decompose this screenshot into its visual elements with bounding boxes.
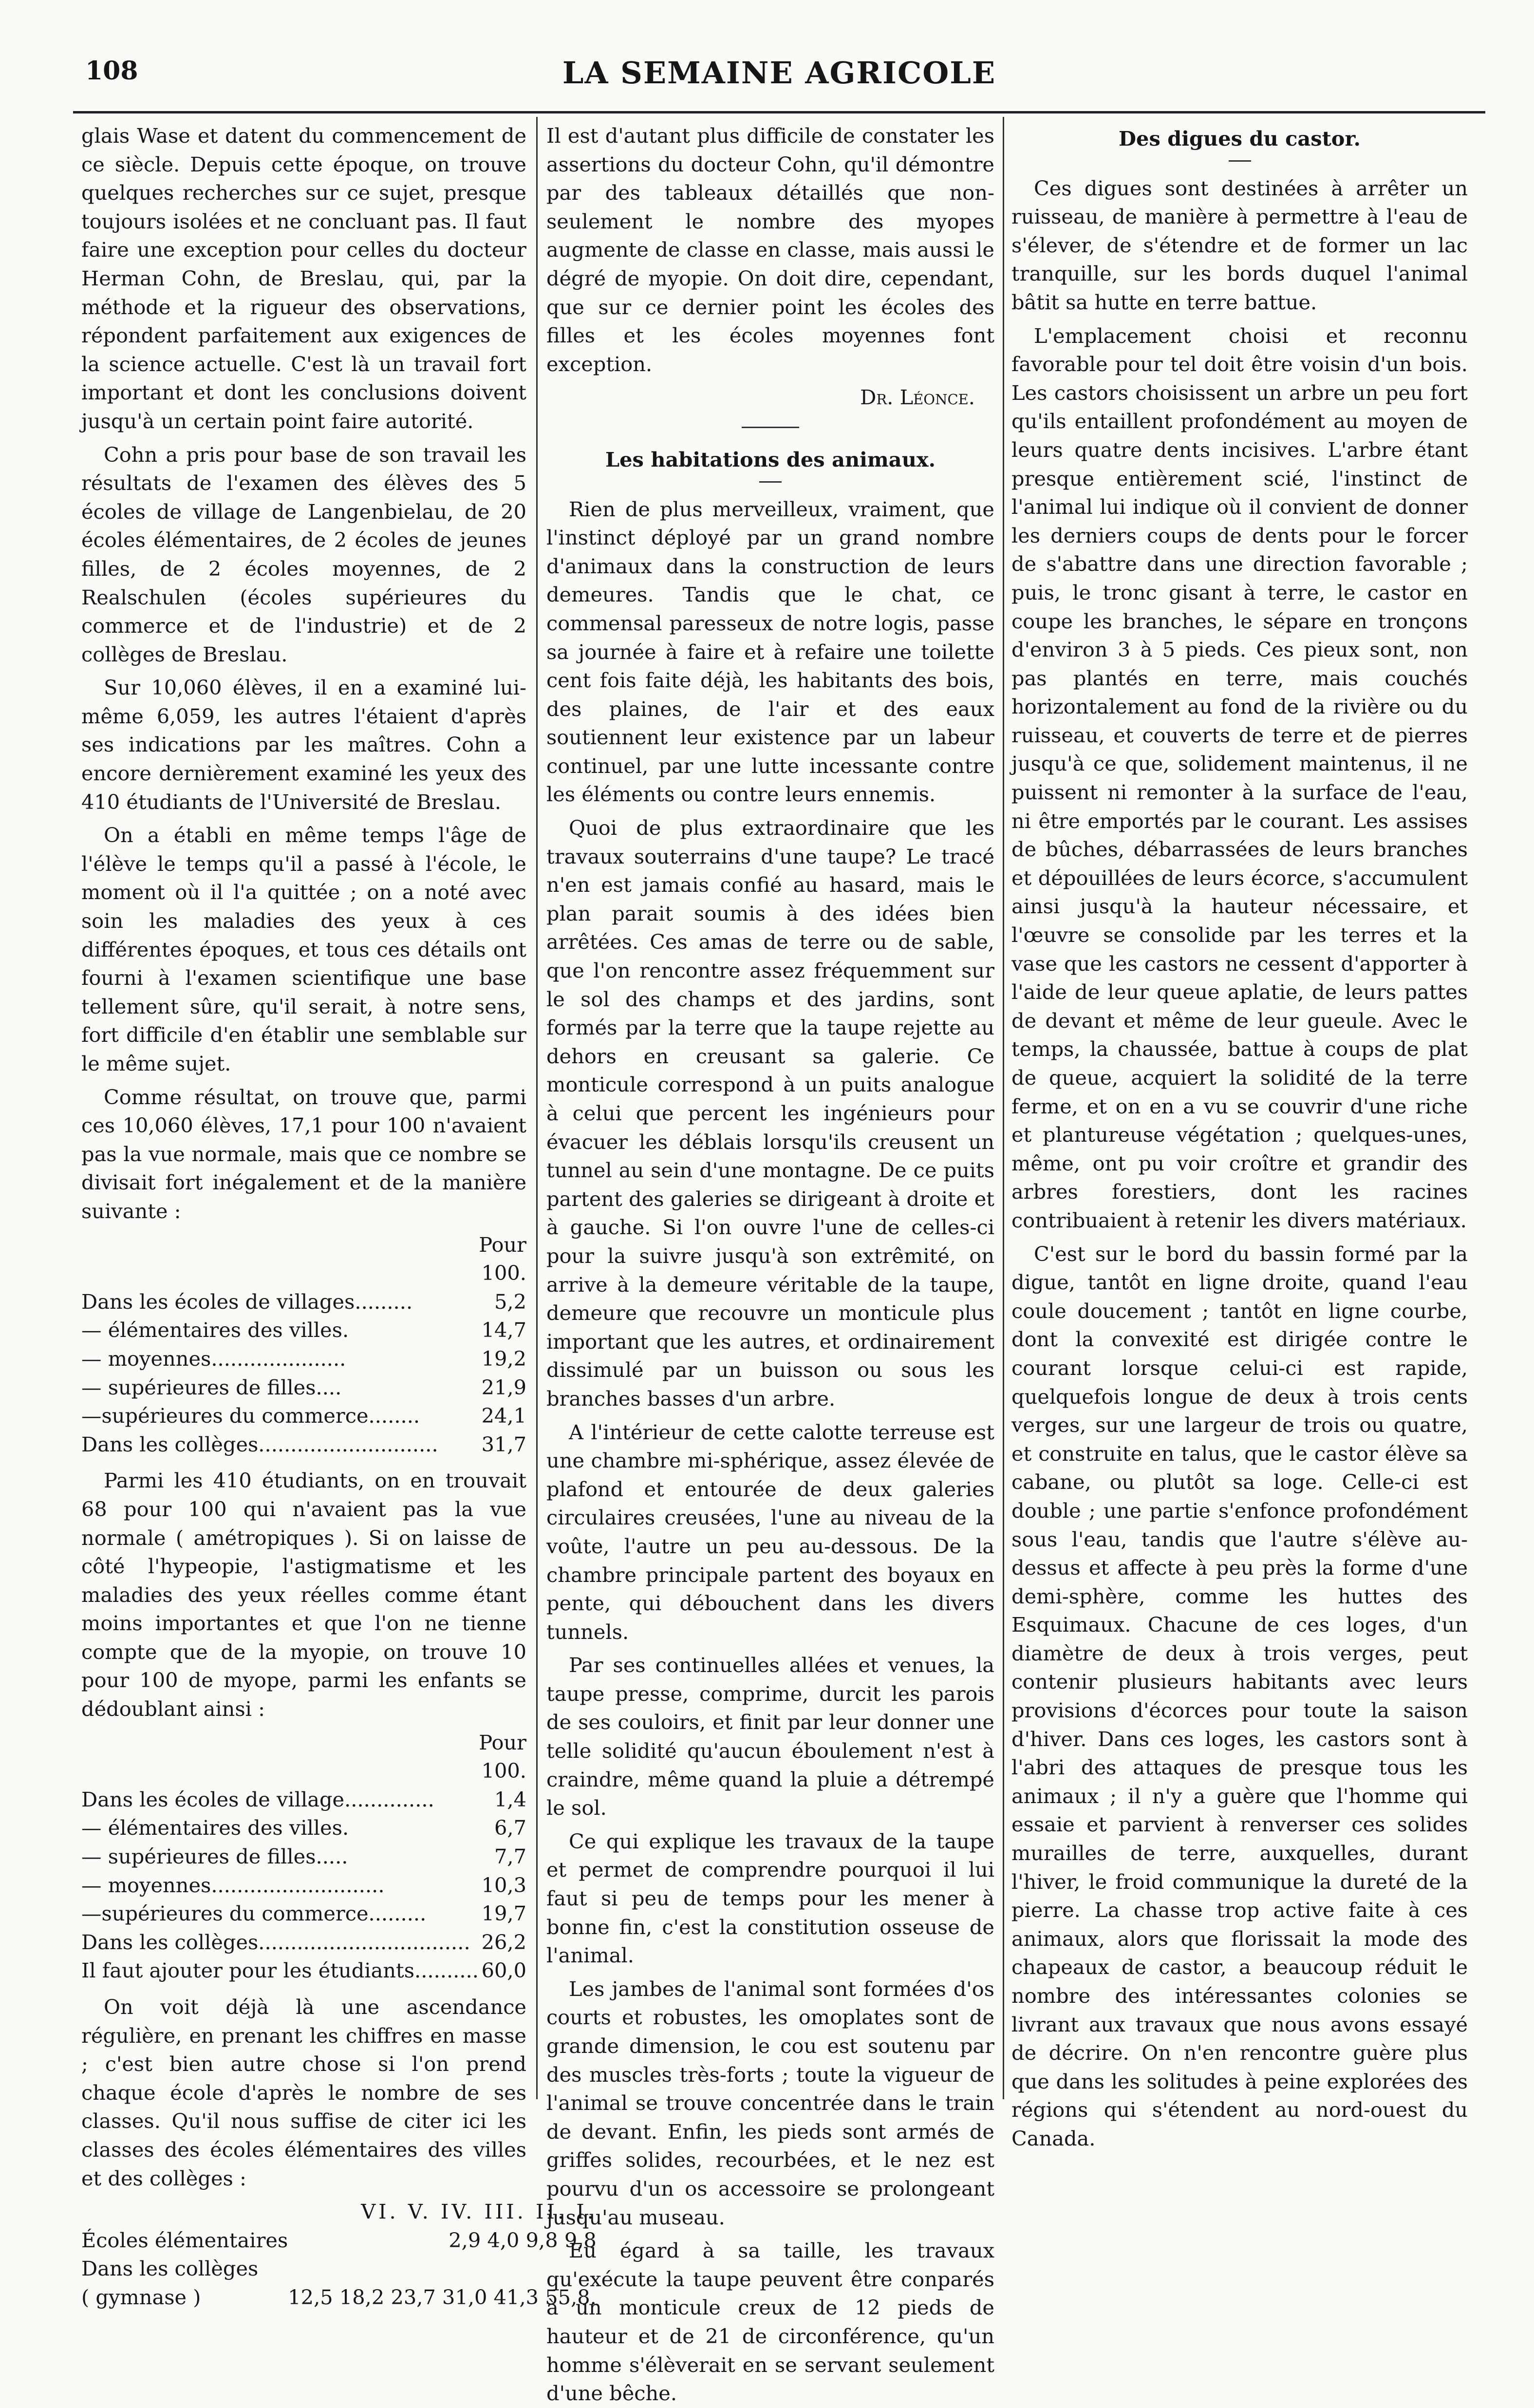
col2-paragraph: Les jambes de l'animal sont formées d'os courts et robustes, les omoplates sont de grande dimension, le cou est soutenu par des muscles très-forts ; toute la vigueur de l'animal se trouve concentrée dans le train de devant. Enfin, les pieds sont armés de griffes solides, recourbées, et le nez est pourvu d'un os accessoire se prolongeant jusqu'au museau.: [546, 1976, 994, 2229]
page-header: [73, 46, 1485, 100]
row-label: — supérieures de filles....: [81, 1375, 342, 1399]
title-dash: [759, 481, 782, 483]
row-label: Dans les collèges.................................: [81, 1930, 470, 1954]
row-value: 1,4: [494, 1787, 526, 1811]
row-label: Écoles élémentaires: [81, 2228, 288, 2252]
row-label: Dans les collèges: [81, 2257, 259, 2281]
row-value: 31,7: [481, 1432, 526, 1456]
table-row: [81, 1373, 526, 1402]
col2-paragraph: Eu égard à sa taille, les travaux qu'exécute la taupe peuvent être conparés à un monticule creux de 12 pieds de hauteur et de 21 de circonférence, qu'un homme s'élèverait en se servant seulement d'une bêche.: [546, 2239, 994, 2406]
table-row: [81, 1316, 526, 1345]
column-1: [81, 122, 597, 2309]
col1-paragraph: Cohn a pris pour base de son travail les résultats de l'examen des élèves des 5 écoles de village de Langenbielau, de 20 écoles élémentaires, de 2 écoles de jeunes filles, de 2 écoles moyennes, de 2 Realschulen (écoles supérieures du commerce et de l'industrie) et de 2 collèges de Breslau.: [81, 442, 526, 666]
row-value: 2,9 4,0 9,8 9,8: [449, 2228, 597, 2252]
col1-paragraph: glais Wase et datent du commencement de ce siècle. Depuis cette époque, on trouve quelques recherches sur ce sujet, presque toujours isolées et ne concluant pas. Il faut faire une exception pour celles du docteur Herman Cohn, de Breslau, qui, par la méthode et la rigueur des observations, répondent parfaitement aux exigences de la science actuelle. C'est là un travail fort important et dont les conclusions doivent jusqu'à un certain point faire autorité.: [81, 124, 526, 433]
col3-paragraph: L'emplacement choisi et reconnu favorable pour tel doit être voisin d'un bois. Les castors choisissent un arbre un peu fort qu'ils entaillent profondément au moyen de leurs quatre dents incisives. L'arbre étant presque entièrement scié, l'instinct de l'animal lui indique où il convient de donner les derniers coups de dents pour le forcer de s'abattre dans une direction favorable ; puis, le tronc gisant à terre, le castor en coupe les branches, le sépare en tronçons d'environ 3 à 5 pieds. Ces pieux sont, non pas plantés en terre, mais couchés horizontalement au fond de la rivière ou du ruisseau, et couverts de terre et de pierres jusqu'à ce que, solidement maintenus, il ne puissent ni remonter à la surface de l'eau, ni être emportés par le courant. Les assises de bûches, débarrassées de leurs branches et dépouillées de leurs écorce, s'accumulent ainsi jusqu'à la hauteur nécessaire, et l'œuvre se consolide par les terres et la vase que les castors ne cessent d'apporter à l'aide de leur queue aplatie, de leurs pattes de devant et même de leur gueule. Avec le temps, la chaussée, battue à coups de plat de queue, acquiert la solidité de la terre ferme, et on en a vu se couvrir d'une riche et plantureuse végétation ; quelques-unes, même, ont pu voir croître et grandir des arbres forestiers, dont les racines contribuaient à retenir les divers matériaux.: [1011, 323, 1468, 1232]
table-row: [81, 1928, 526, 1957]
author-signature: Dr. Léonce.: [860, 385, 975, 410]
table-header-row: [81, 1231, 526, 1288]
col1-paragraph: On a établi en même temps l'âge de l'élève le temps qu'il a passé à l'école, le moment où il l'a quittée ; on a noté avec soin les maladies des yeux à ces différentes époques, et tous ces détails ont fourni à l'examen scientifique une base tellement sûre, qu'il serait, à notre sens, fort difficile d'en établir une semblable sur le même sujet.: [81, 823, 526, 1075]
table-row: [81, 1402, 526, 1430]
column-divider-1: [536, 117, 538, 2099]
col3-paragraph: Ces digues sont destinées à arrêter un ruisseau, de manière à permettre à l'eau de s'élever, de s'étendre et de former un lac tranquille, sur les bords duquel l'animal bâtit sa hutte en terre battue.: [1011, 176, 1468, 314]
row-value: 6,7: [494, 1816, 526, 1840]
table-row: [81, 1871, 526, 1900]
col2-paragraph: Par ses continuelles allées et venues, la taupe presse, comprime, durcit les parois de ses couloirs, et finit par leur donner une telle solidité qu'aucun éboulement n'est à craindre, même quand la pluie a détrempé le sol.: [546, 1653, 994, 1820]
row-value: 5,2: [494, 1289, 526, 1314]
table-header: Pour 100.: [479, 1232, 526, 1285]
nonnormal-vision-table: [81, 1231, 526, 1459]
row-label: ( gymnase ): [81, 2285, 201, 2309]
classes-table: [81, 2198, 597, 2312]
row-label: — moyennes...........................: [81, 1873, 385, 1897]
row-label: Il faut ajouter pour les étudiants..........: [81, 1958, 479, 1983]
row-label: Dans les écoles de village..............: [81, 1787, 434, 1811]
row-value: 19,2: [481, 1346, 526, 1371]
table-row: [81, 2283, 597, 2312]
row-value: 19,7: [481, 1901, 526, 1926]
table-row: [81, 1345, 526, 1373]
myopia-table: [81, 1729, 526, 1985]
table-header: Pour 100.: [479, 1730, 526, 1783]
row-value: 12,5 18,2 23,7 31,0 41,3 55,8.: [288, 2285, 597, 2309]
journal-title: LA SEMAINE AGRICOLE: [562, 55, 996, 91]
row-value: 10,3: [481, 1873, 526, 1897]
col1-paragraph: Comme résultat, on trouve que, parmi ces 10,060 élèves, 17,1 pour 100 n'avaient pas la vue normale, mais que ce nombre se divisait fort inégalement et de la manière suivante :: [81, 1085, 526, 1223]
column-divider-2: [1003, 117, 1004, 2099]
header-rule: [73, 111, 1485, 113]
article-title: Des digues du castor.: [1119, 127, 1361, 150]
col1-paragraph: Sur 10,060 élèves, il en a examiné lui-même 6,059, les autres l'étaient d'après ses indications par les maîtres. Cohn a encore dernièrement examiné les yeux des 410 étudiants de l'Université de Breslau.: [81, 676, 526, 814]
row-value: 14,7: [481, 1318, 526, 1342]
table-row: [81, 1288, 526, 1317]
row-label: Dans les collèges............................: [81, 1432, 438, 1456]
page-number: 108: [85, 56, 138, 86]
col2-paragraph: Il est d'autant plus difficile de constater les assertions du docteur Cohn, qu'il démontre par des tableaux détaillés que non-seulement le nombre des myopes augmente de classe en classe, mais aussi le dégré de myopie. On doit dire, cependant, que sur ce dernier point les écoles des filles et les écoles moyennes font exception.: [546, 124, 994, 376]
table-row: [81, 1430, 526, 1459]
table-row: [81, 1786, 526, 1814]
section-rule: [742, 427, 799, 428]
row-value: 60,0: [481, 1958, 526, 1983]
col2-paragraph: Rien de plus merveilleux, vraiment, que l'instinct déployé par un grand nombre d'animaux dans la construction de leurs demeures. Tandis que le chat, ce commensal paresseux de notre logis, passe sa journée à faire et à refaire une toilette cent fois faite déjà, les habitants des bois, des plaines, de l'air et des eaux soutiennent leur existence par un labeur continuel, par une lutte incessante contre les éléments ou contre leurs ennemis.: [546, 497, 994, 807]
table-header-row: [81, 2198, 597, 2226]
row-value: 24,1: [481, 1404, 526, 1428]
row-label: — élémentaires des villes.: [81, 1318, 349, 1342]
row-value: 26,2: [481, 1930, 526, 1954]
row-label: Dans les écoles de villages.........: [81, 1289, 413, 1314]
col1-paragraph: Parmi les 410 étudiants, on en trouvait 68 pour 100 qui n'avaient pas la vue normale ( amétropiques ). Si on laisse de côté l'hypeopie, l'astigmatisme et les maladies des yeux réelles comme étant moins importantes et que l'on ne tienne compte que de la myopie, on trouve 10 pour 100 de myope, parmi les enfants se dédoublant ainsi :: [81, 1468, 526, 1721]
row-label: —supérieures du commerce........: [81, 1404, 420, 1428]
table-row: [81, 1900, 526, 1928]
table-header-row: [81, 1729, 526, 1786]
col1-paragraph: On voit déjà là une ascendance régulière, en prenant les chiffres en masse ; c'est bien autre chose si l'on prend chaque école d'après le nombre de ses classes. Qu'il nous suffise de citer ici les classes des écoles élémentaires des villes et des collèges :: [81, 1995, 526, 2190]
table-row: [81, 2226, 597, 2255]
column-3: [1011, 122, 1468, 2150]
table-row: [81, 1843, 526, 1871]
table-header: VI. V. IV. III. II. I.: [361, 2200, 597, 2224]
table-row: [81, 1814, 526, 1843]
article-title: Les habitations des animaux.: [605, 447, 936, 471]
table-row: [81, 1956, 526, 1985]
col2-paragraph: Quoi de plus extraordinaire que les travaux souterrains d'une taupe? Le tracé n'en est jamais confié au hasard, mais le plan parait soumis à des idées bien arrêtées. Ces amas de terre ou de sable, que l'on rencontre assez fréquemment sur le sol des champs et des jardins, sont formés par la terre que la taupe rejette au dehors en creusant sa galerie. Ce monticule correspond à un puits analogue à celui que percent les ingénieurs pour évacuer les déblais lorsqu'ils creusent un tunnel au sein d'une montagne. De ce puits partent des galeries se dirigeant à droite et à gauche. Si l'on ouvre l'une de celles-ci pour la suivre jusqu'à son extrêmité, on arrive à la demeure véritable de la taupe, demeure que recouvre un monticule plus important que les autres, et ordinairement dissimulé par un buisson ou sous les branches basses d'un arbre.: [546, 816, 994, 1411]
col2-paragraph: Ce qui explique les travaux de la taupe et permet de comprendre pourquoi il lui faut si peu de temps pour les mener à bonne fin, c'est la constitution osseuse de l'animal.: [546, 1829, 994, 1968]
row-value: 7,7: [494, 1844, 526, 1869]
row-value: 21,9: [481, 1375, 526, 1399]
row-label: — supérieures de filles.....: [81, 1844, 348, 1869]
col3-paragraph: C'est sur le bord du bassin formé par la digue, tantôt en ligne droite, quand l'eau coule doucement ; tantôt en ligne courbe, dont la convexité est dirigée contre le courant lorsque celui-ci est rapide, quelquefois longue de deux à trois cents verges, sur une largeur de trois ou quatre, et construite en talus, que le castor élève sa cabane, ou plutôt sa loge. Celle-ci est double ; une partie s'enfonce profondément sous l'eau, tandis que l'autre s'élève au-dessus et affecte à peu près la forme d'une demi-sphère, comme les huttes des Esquimaux. Chacune de ces loges, d'un diamètre de deux à trois verges, peut contenir plusieurs habitants avec leurs provisions d'écorces pour toute la saison d'hiver. Dans ces loges, les castors sont à l'abri des attaques de presque tous les animaux ; il n'y a guère que l'homme qui essaie et parvient à renverser ces solides murailles de terre, auxquelles, durant l'hiver, le froid communique la dureté de la pierre. La chasse trop active faite à ces animaux, alors que florissait la mode des chapeaux de castor, a beaucoup réduit le nombre des intéressantes colonies se livrant aux travaux que nous avons essayé de décrire. On n'en rencontre guère plus que dans les solitudes à peine explorées des régions qui s'étendent au nord-ouest du Canada.: [1011, 1242, 1468, 2150]
row-label: —supérieures du commerce.........: [81, 1901, 427, 1926]
column-2: [546, 122, 994, 2406]
title-dash: [1229, 160, 1251, 162]
table-row: [81, 2255, 597, 2283]
row-label: — élémentaires des villes.: [81, 1816, 349, 1840]
row-label: — moyennes.....................: [81, 1346, 346, 1371]
col2-paragraph: A l'intérieur de cette calotte terreuse est une chambre mi-sphérique, assez élevée de plafond et entourée de deux galeries circulaires creusées, l'une au niveau de la voûte, l'autre un peu au-dessous. De la chambre principale partent des boyaux en pente, qui débouchent dans les divers tunnels.: [546, 1420, 994, 1644]
